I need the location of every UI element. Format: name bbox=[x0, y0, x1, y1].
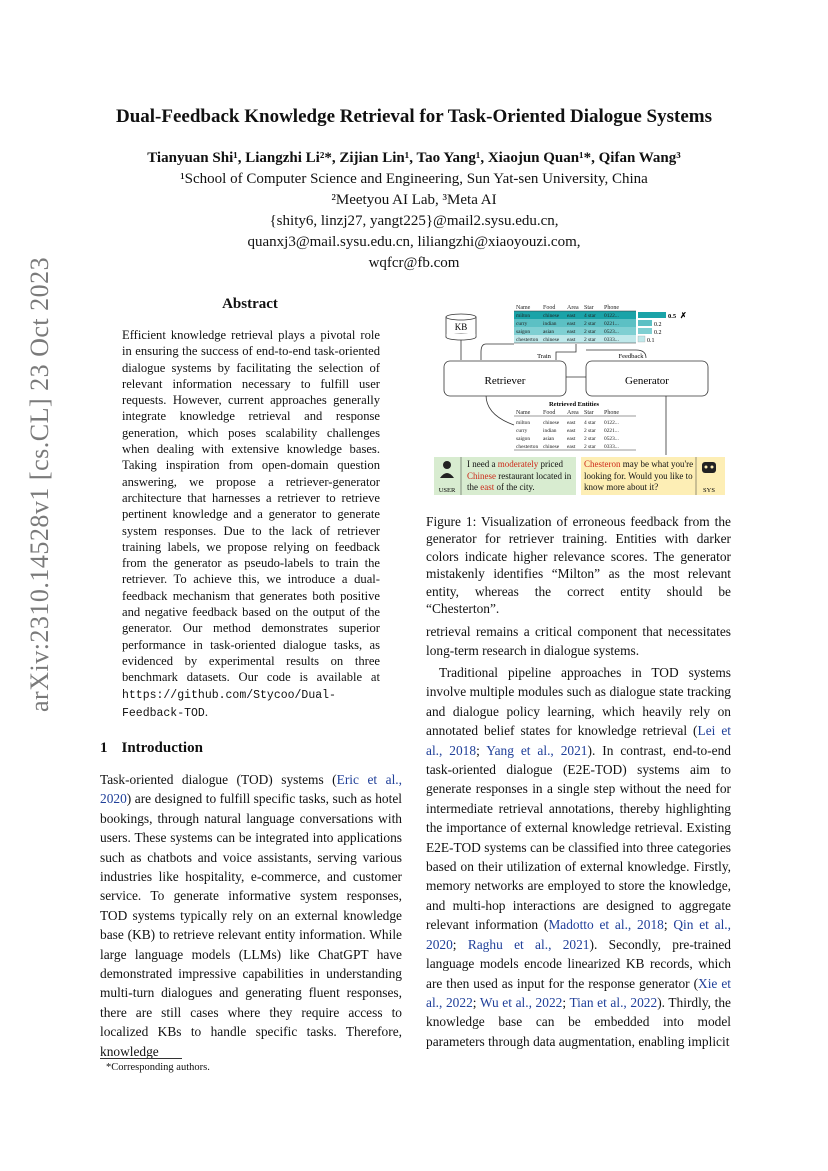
top-row-cell: 0333... bbox=[604, 337, 619, 343]
bottom-row-cell: curry bbox=[516, 428, 528, 434]
top-row-cell: milton bbox=[516, 313, 531, 319]
cite-raghu[interactable]: Raghu et al., 2021 bbox=[467, 936, 590, 952]
bottom-row-cell: east bbox=[567, 420, 576, 426]
bottom-header-cell: Area bbox=[567, 410, 579, 416]
email-line-2: quanxj3@mail.sysu.edu.cn, liliangzhi@xiaoyouzi.com, bbox=[247, 234, 581, 250]
bottom-row-cell: east bbox=[567, 436, 576, 442]
bottom-header-cell: Phone bbox=[604, 410, 619, 416]
top-row-cell: 4 star bbox=[584, 313, 596, 319]
cite-yang[interactable]: Yang et al., 2021 bbox=[486, 742, 588, 758]
top-row-cell: saigon bbox=[516, 329, 531, 335]
abstract-heading: Abstract bbox=[222, 296, 278, 312]
wrong-mark: ✗ bbox=[680, 311, 687, 320]
user-avatar-icon bbox=[443, 461, 451, 469]
author-list: Tianyuan Shi¹, Liangzhi Li²*, Zijian Lin¹, Tao Yang¹, Xiaojun Quan¹*, Qifan Wang³ bbox=[147, 150, 681, 166]
feedback-label: Feedback bbox=[618, 353, 644, 360]
kb-table-top bbox=[514, 305, 636, 343]
top-row-cell: 0221... bbox=[604, 321, 619, 327]
top-header-cell: Area bbox=[567, 305, 579, 311]
bottom-row-cell: 4 star bbox=[584, 420, 596, 426]
bottom-row-cell: chinese bbox=[543, 420, 560, 426]
figure-caption: Figure 1: Visualization of erroneous feedback from the generator for retriever training. Entities with darker colors indicate higher relevance scores. The generator mistakenly identifies “Milton” as the most relevant entity, whereas the correct entity should be “Chesterton”. bbox=[426, 514, 731, 617]
bottom-header-cell: Food bbox=[543, 410, 556, 416]
cite-lei[interactable]: Lei et al., 2018 bbox=[426, 723, 731, 758]
top-row-cell: east bbox=[567, 313, 576, 319]
bottom-row-cell: chinese bbox=[543, 444, 560, 450]
intro-paragraph: Task-oriented dialogue (TOD) systems (Eric et al., 2020) are designed to fulfill specific tasks, such as hotel bookings, through natural language conversations with users. These systems can be integrated into applications such as chatbots and voice assistants, serving various industries like hospitality, e-commerce, and customer service. To generate informative system responses, TOD systems typically rely on an external knowledge base (KB) to retrieve relevant entity information. While large language models (LLMs) like ChatGPT have demonstrated impressive capabilities in understanding multi-turn dialogues and generating fluent responses, there are still cases where they require access to localized KBs to handle specific tasks. Therefore, knowledge bbox=[100, 772, 402, 1059]
email-line-1: {shity6, linzj27, yangt225}@mail2.sysu.edu.cn, bbox=[269, 213, 559, 229]
top-header-cell: Name bbox=[516, 305, 531, 311]
right-paragraph-0: retrieval remains a critical component that necessitates long-term research in dialogue systems. bbox=[426, 624, 731, 659]
cite-wu[interactable]: Wu et al., 2022 bbox=[479, 994, 563, 1010]
user-text: I need a moderately priced Chinese restaurant located in the east of the city. bbox=[467, 459, 572, 492]
top-row-cell: 0523... bbox=[604, 329, 619, 335]
bottom-row-cell: east bbox=[567, 444, 576, 450]
cite-tian[interactable]: Tian et al., 2022 bbox=[569, 994, 658, 1010]
retrieved-title: Retrieved Entities bbox=[548, 401, 600, 408]
kb-database-icon bbox=[446, 314, 476, 340]
score-3: 0.1 bbox=[647, 338, 655, 344]
bottom-row-cell: 2 star bbox=[584, 436, 596, 442]
train-label: Train bbox=[537, 353, 551, 360]
cite-eric[interactable]: Eric et al., 2020 bbox=[100, 772, 402, 807]
generator-label: Generator bbox=[625, 375, 669, 387]
top-row-cell: chinese bbox=[543, 337, 560, 343]
kb-table-bottom bbox=[514, 401, 636, 450]
top-row-cell: chesterton bbox=[516, 337, 539, 343]
affiliation-2: ²Meetyou AI Lab, ³Meta AI bbox=[331, 192, 497, 208]
footnote: *Corresponding authors. bbox=[106, 1062, 210, 1073]
bottom-row-cell: 0122... bbox=[604, 420, 619, 426]
bottom-row-cell: milton bbox=[516, 420, 531, 426]
top-row-cell: chinese bbox=[543, 313, 560, 319]
right-paragraph-1: Traditional pipeline approaches in TOD systems involve multiple modules such as dialogue state tracking and dialogue policy learning, which heavily rely on annotated belief states for knowledge retrieval (Lei et al., 2018; Yang et al., 2021). In contrast, end-to-end task-oriented dialogue (E2E-TOD) systems aim to generate responses in a single step without the need for intermediate retrieval annotations, thereby highlighting the importance of external knowledge retrieval. Existing E2E-TOD systems can be classified into three categories based on their utilization of external knowledge. Firstly, memory networks are employed to store the knowledge, and multi-hop interactions are designed to aggregate relevant information (Madotto et al., 2018; Qin et al., 2020; Raghu et al., 2021). Secondly, pre-trained language models encode linearized KB records, which are then used as input for the response generator (Xie et al., 2022; Wu et al., 2022; Tian et al., 2022). Thirdly, the knowledge base can be embedded into model parameters through data augmentation, enabling implicit bbox=[426, 665, 731, 1049]
top-header-cell: Food bbox=[543, 305, 556, 311]
abstract-end: . bbox=[204, 704, 208, 719]
bottom-header-cell: Star bbox=[584, 410, 594, 416]
top-row-cell: 2 star bbox=[584, 337, 596, 343]
bottom-row-cell: 0221... bbox=[604, 428, 619, 434]
top-row-cell: 0122... bbox=[604, 313, 619, 319]
user-label: USER bbox=[438, 487, 456, 494]
sys-text: Chesteron may be what you're looking for. Would you like to know more about it? bbox=[584, 459, 694, 492]
code-link[interactable]: https://github.com/Stycoo/Dual-Feedback-TOD bbox=[122, 688, 336, 720]
cite-madotto[interactable]: Madotto et al., 2018 bbox=[548, 917, 664, 933]
top-header-cell: Phone bbox=[604, 305, 619, 311]
bottom-row-cell: east bbox=[567, 428, 576, 434]
score-bars bbox=[638, 311, 687, 344]
top-row-cell: east bbox=[567, 329, 576, 335]
top-row-cell: east bbox=[567, 321, 576, 327]
bottom-row-cell: 2 star bbox=[584, 428, 596, 434]
top-header-cell: Star bbox=[584, 305, 594, 311]
section-heading: 1 Introduction bbox=[100, 740, 203, 756]
top-row-cell: 2 star bbox=[584, 329, 596, 335]
bottom-row-cell: 0523... bbox=[604, 436, 619, 442]
retriever-label: Retriever bbox=[484, 375, 526, 387]
abstract-text: Efficient knowledge retrieval plays a pivotal role in ensuring the success of end-to-end task-oriented dialogue systems by facilitating the selection of relevant information necessary to fulfill user requests. However, current approaches generally integrate knowledge retrieval and response generation, which poses scalability challenges when dealing with extensive knowledge bases. Taking inspiration from open-domain question answering, we propose a retriever-generator architecture that harnesses a retriever to retrieve pertinent knowledge and a generator to generate system responses. Due to the lack of retriever training labels, we propose relying on feedback from the generator as pseudo-labels to train the retriever. To achieve this, we introduce a dual-feedback mechanism that generates both positive and negative feedback based on the output of the generator. Our method demonstrates superior performance in task-oriented dialogue tasks, as evidenced by experimental results on three benchmark datasets. Our code is available at bbox=[122, 328, 380, 685]
paper-title: Dual-Feedback Knowledge Retrieval for Task-Oriented Dialogue Systems bbox=[115, 106, 712, 127]
score-1: 0.2 bbox=[654, 322, 662, 328]
author-block bbox=[60, 148, 768, 274]
bottom-row-cell: saigon bbox=[516, 436, 531, 442]
top-row-cell: east bbox=[567, 337, 576, 343]
bot-avatar-icon bbox=[702, 462, 716, 473]
arxiv-sidebar-stamp: arXiv:2310.14528v1 [cs.CL] 23 Oct 2023 bbox=[25, 256, 54, 712]
cite-qin[interactable]: Qin et al., 2020 bbox=[426, 917, 731, 952]
kb-label: KB bbox=[454, 322, 468, 332]
cite-xie[interactable]: Xie et al., 2022 bbox=[426, 975, 731, 1010]
email-line-3: wqfcr@fb.com bbox=[368, 255, 460, 271]
score-2: 0.2 bbox=[654, 330, 662, 336]
footnote-rule bbox=[100, 1058, 182, 1059]
bottom-header-cell: Name bbox=[516, 410, 531, 416]
affiliation-1: ¹School of Computer Science and Engineering, Sun Yat-sen University, China bbox=[180, 171, 648, 187]
top-row-cell: asian bbox=[543, 329, 555, 335]
score-0: 0.5 bbox=[668, 313, 677, 320]
bottom-row-cell: asian bbox=[543, 436, 555, 442]
top-row-cell: 2 star bbox=[584, 321, 596, 327]
bottom-row-cell: indian bbox=[543, 428, 557, 434]
bottom-row-cell: 0333... bbox=[604, 444, 619, 450]
abstract-body bbox=[122, 327, 380, 722]
bottom-row-cell: 2 star bbox=[584, 444, 596, 450]
bottom-row-cell: chesterton bbox=[516, 444, 539, 450]
sys-label: SYS bbox=[703, 487, 715, 494]
top-row-cell: indian bbox=[543, 321, 557, 327]
top-row-cell: curry bbox=[516, 321, 528, 327]
